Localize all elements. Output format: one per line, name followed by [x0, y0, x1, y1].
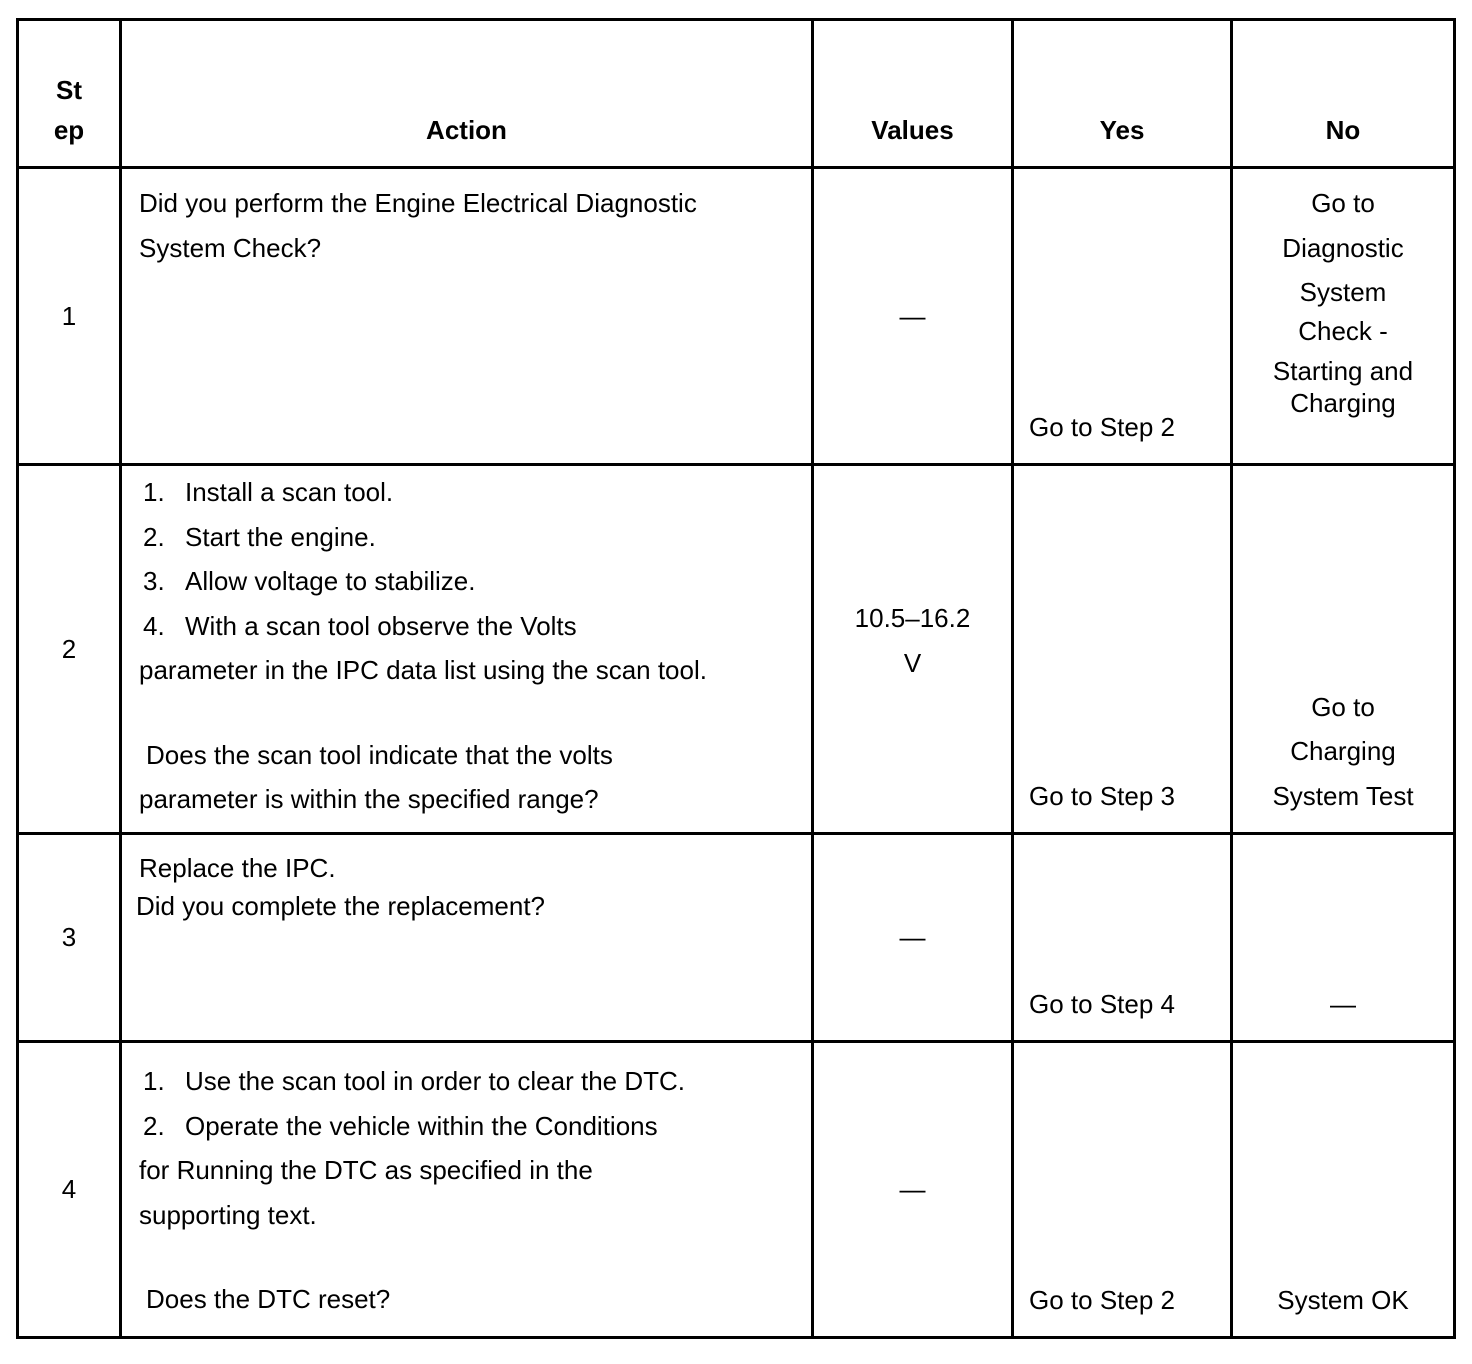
no-line: Check -: [1298, 315, 1388, 346]
header-row: [18, 20, 1455, 168]
action-cell: [121, 1042, 813, 1338]
question-line: Does the DTC reset?: [146, 1284, 391, 1314]
no-cell: [1232, 834, 1455, 1042]
value-cell: [813, 1042, 1013, 1338]
yes-link: Go to Step 2: [1029, 411, 1175, 442]
table-row: [18, 1042, 1455, 1338]
value-unit: V: [903, 647, 922, 678]
no-line: System: [1299, 277, 1387, 307]
list-item: 1. Use the scan tool in order to clear the DTC.: [143, 1066, 686, 1096]
action-line: Replace the IPC.: [139, 853, 336, 883]
question-line: parameter is within the specified range?: [139, 784, 599, 814]
table-row: [18, 834, 1455, 1042]
step-number: 3: [18, 834, 121, 1042]
action-line: parameter in the IPC data list using the scan tool.: [139, 655, 707, 685]
value-cell: [813, 834, 1013, 1042]
action-line: System Check?: [139, 232, 322, 263]
yes-cell: [1013, 465, 1232, 834]
value-dash: —: [899, 1174, 926, 1204]
yes-link: Go to Step 3: [1029, 780, 1175, 811]
table-row: [18, 168, 1455, 465]
value-cell: [813, 465, 1013, 834]
header-action: Action: [121, 20, 813, 168]
header-values: Values: [813, 20, 1013, 168]
yes-cell: [1013, 168, 1232, 465]
list-item: 3. Allow voltage to stabilize.: [143, 566, 476, 596]
action-cell: [121, 834, 813, 1042]
step-number: 1: [18, 168, 121, 465]
header-no: No: [1232, 20, 1455, 168]
step-number: 4: [18, 1042, 121, 1338]
action-cell: [121, 168, 813, 465]
no-line: Charging: [1290, 736, 1396, 766]
yes-link: Go to Step 4: [1029, 988, 1175, 1019]
list-item: 2. Operate the vehicle within the Conditions: [143, 1110, 658, 1141]
no-result: System OK: [1277, 1284, 1409, 1315]
value-dash: —: [899, 300, 926, 331]
action-line: for Running the DTC as specified in the: [139, 1155, 593, 1185]
value-range: 10.5–16.2: [854, 603, 971, 633]
header-step: [18, 20, 121, 168]
value-cell: [813, 168, 1013, 465]
no-line: Diagnostic: [1282, 232, 1404, 263]
no-cell: [1232, 168, 1455, 465]
action-line: supporting text.: [139, 1199, 317, 1230]
header-yes: Yes: [1013, 20, 1232, 168]
value-dash: —: [899, 922, 926, 952]
list-item: 2. Start the engine.: [143, 521, 376, 552]
table-row: [18, 465, 1455, 834]
action-line: Did you complete the replacement?: [136, 891, 546, 921]
yes-cell: [1013, 834, 1232, 1042]
diagnostic-table: [16, 18, 1456, 1339]
list-item: 4. With a scan tool observe the Volts: [143, 610, 577, 641]
list-item: 1. Install a scan tool.: [143, 477, 394, 507]
header-step-line-1: St: [56, 75, 82, 105]
yes-cell: [1013, 1042, 1232, 1338]
no-line: Go to: [1311, 691, 1375, 722]
no-line: Starting and: [1272, 355, 1414, 386]
no-dash: —: [1330, 988, 1356, 1019]
action-line: Did you perform the Engine Electrical Diagnostic: [139, 188, 697, 218]
action-cell: [121, 465, 813, 834]
no-cell: [1232, 1042, 1455, 1338]
header-step-line-2: ep: [53, 115, 85, 145]
yes-link: Go to Step 2: [1029, 1284, 1175, 1315]
question-line: Does the scan tool indicate that the volts: [146, 739, 613, 770]
no-line: Go to: [1311, 188, 1375, 218]
no-line: Charging: [1290, 387, 1396, 418]
no-line: System Test: [1272, 780, 1414, 811]
no-cell: [1232, 465, 1455, 834]
step-number: 2: [18, 465, 121, 834]
